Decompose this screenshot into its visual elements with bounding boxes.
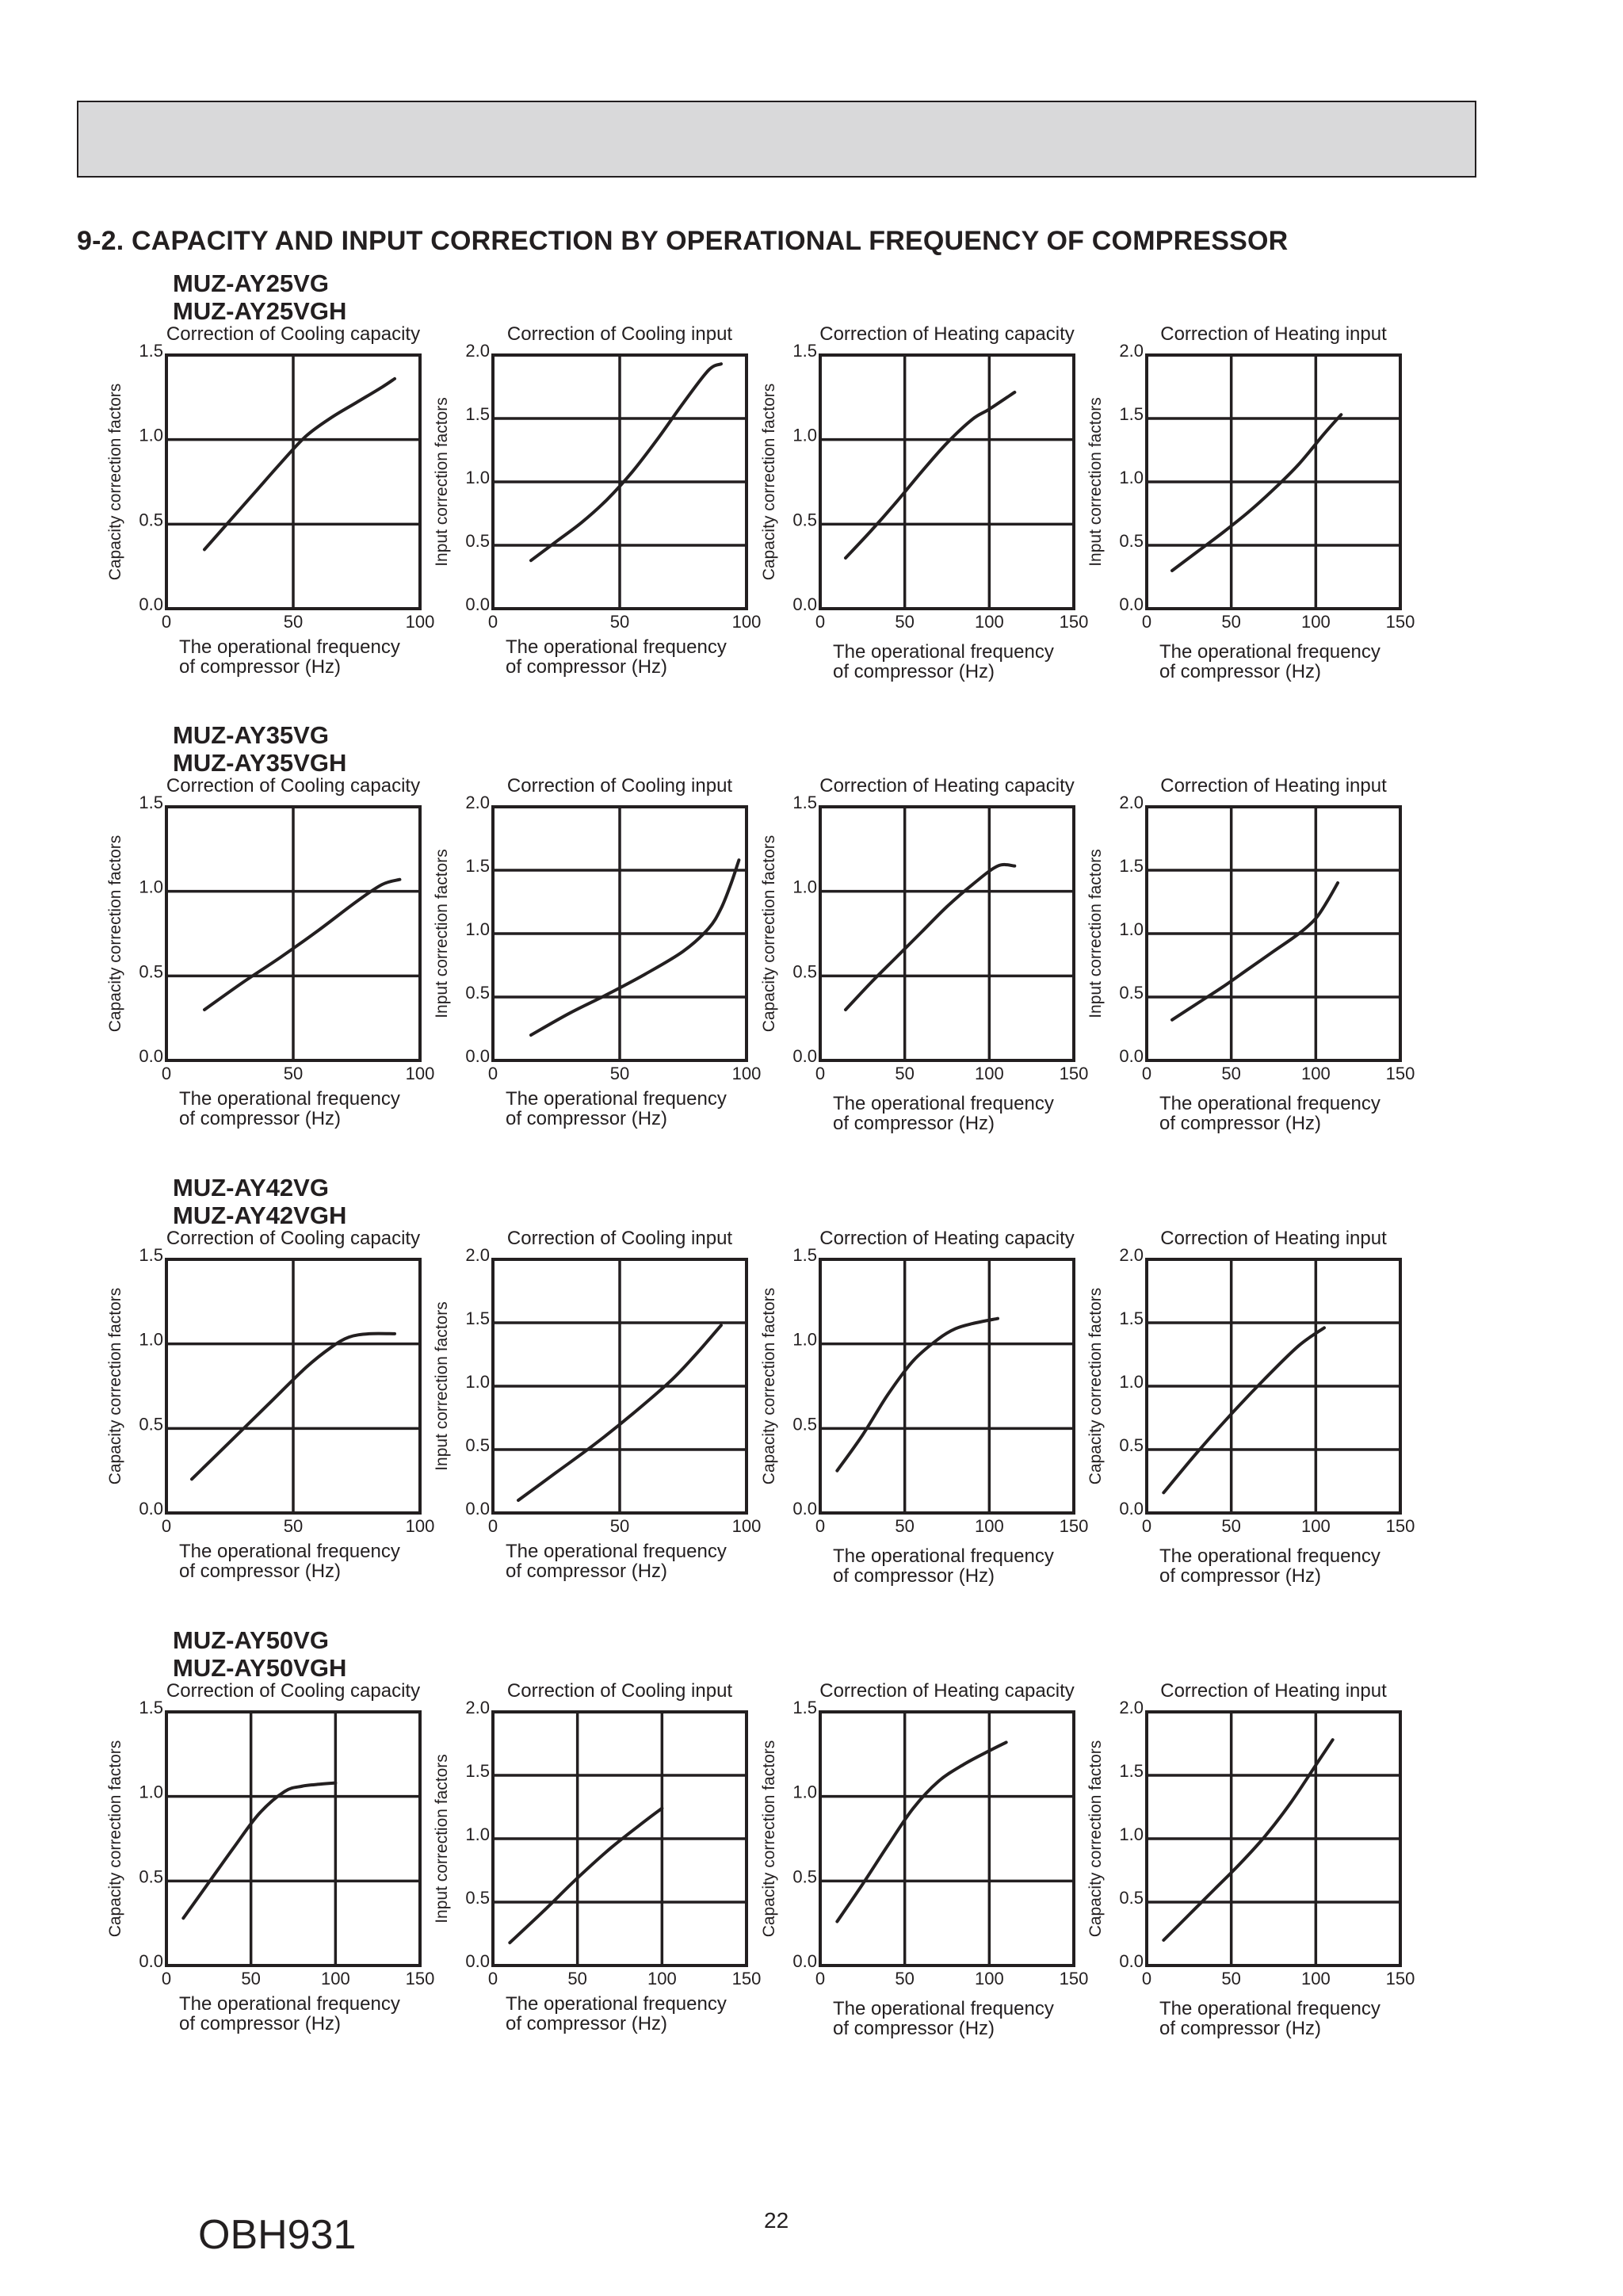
y-axis-label: Capacity correction factors	[760, 1287, 778, 1485]
x-tick-label: 0	[1141, 1516, 1152, 1536]
y-tick-label: 1.5	[1119, 1308, 1144, 1328]
chart-title: Correction of Cooling capacity	[166, 323, 421, 345]
y-tick-label: 0.0	[465, 1499, 490, 1519]
x-tick-label: 50	[895, 1516, 915, 1536]
chart-title: Correction of Heating capacity	[819, 1680, 1075, 1702]
correction-curve	[204, 880, 399, 1010]
y-tick-label: 2.0	[1119, 793, 1144, 812]
y-tick-label: 0.0	[1119, 1046, 1144, 1066]
model-name-line1: MUZ-AY35VG	[173, 721, 329, 749]
model-name-line2: MUZ-AY35VGH	[173, 749, 347, 777]
y-axis-label: Input correction factors	[1086, 849, 1105, 1018]
x-tick-label: 100	[974, 1516, 1004, 1536]
y-tick-label: 1.0	[1119, 1824, 1144, 1844]
header-band	[77, 101, 1476, 178]
x-tick-label: 0	[487, 1969, 498, 1988]
y-tick-label: 0.0	[792, 594, 817, 614]
y-tick-label: 0.0	[792, 1046, 817, 1066]
line-chart	[1083, 341, 1432, 664]
x-tick-label: 100	[1300, 1064, 1331, 1083]
y-tick-label: 0.0	[465, 1046, 490, 1066]
y-tick-label: 0.5	[139, 1414, 163, 1435]
line-chart	[103, 793, 452, 1116]
line-chart	[757, 793, 1106, 1116]
x-tick-label: 150	[405, 1969, 435, 1988]
x-axis-label: The operational frequency of compressor (Hz)	[1159, 1545, 1381, 1587]
y-tick-label: 1.5	[1119, 856, 1144, 876]
document-code: OBH931	[198, 2212, 357, 2258]
y-tick-label: 1.0	[465, 468, 490, 487]
correction-curve	[183, 1783, 335, 1919]
y-tick-label: 2.0	[465, 341, 490, 361]
x-tick-label: 100	[1300, 1516, 1331, 1536]
x-tick-label: 50	[1221, 612, 1241, 632]
y-tick-label: 0.0	[139, 594, 163, 614]
y-tick-label: 0.5	[465, 531, 490, 551]
x-axis-label: The operational frequency of compressor (Hz)	[1159, 1093, 1381, 1134]
model-name-line2: MUZ-AY42VGH	[173, 1201, 347, 1229]
y-tick-label: 1.5	[139, 793, 163, 812]
x-tick-label: 50	[283, 612, 304, 632]
x-tick-label: 0	[1141, 1969, 1152, 1988]
x-tick-label: 100	[320, 1969, 350, 1988]
x-tick-label: 100	[974, 1064, 1004, 1083]
y-axis-label: Input correction factors	[433, 1301, 451, 1471]
x-tick-label: 0	[161, 1064, 172, 1083]
correction-curve	[1163, 1328, 1324, 1492]
x-tick-label: 0	[161, 612, 172, 632]
y-tick-label: 0.5	[465, 983, 490, 1003]
page-number: 22	[764, 2208, 789, 2233]
y-tick-label: 0.5	[139, 510, 163, 530]
x-axis-label: The operational frequency of compressor (Hz)	[506, 1993, 727, 2034]
x-tick-label: 100	[405, 1516, 435, 1536]
correction-curve	[531, 364, 721, 560]
x-tick-label: 0	[161, 1516, 172, 1536]
correction-curve	[531, 860, 739, 1035]
y-tick-label: 1.0	[139, 877, 163, 897]
y-tick-label: 1.5	[792, 1245, 817, 1265]
y-tick-label: 1.5	[792, 793, 817, 812]
y-tick-label: 1.0	[465, 1824, 490, 1844]
y-tick-label: 1.5	[792, 341, 817, 361]
y-tick-label: 0.5	[139, 961, 163, 982]
x-axis-label: The operational frequency of compressor (Hz)	[833, 1093, 1054, 1134]
y-axis-label: Capacity correction factors	[1086, 1287, 1105, 1485]
y-tick-label: 0.5	[792, 510, 817, 530]
y-tick-label: 0.0	[1119, 1951, 1144, 1971]
y-tick-label: 1.5	[792, 1698, 817, 1717]
line-chart	[103, 1698, 452, 2021]
y-tick-label: 1.5	[465, 1761, 490, 1781]
y-tick-label: 0.0	[465, 1951, 490, 1971]
x-tick-label: 50	[283, 1516, 304, 1536]
chart-title: Correction of Cooling capacity	[166, 1680, 421, 1702]
y-axis-label: Input correction factors	[433, 849, 451, 1018]
chart-title: Correction of Heating input	[1160, 775, 1387, 797]
x-axis-label: The operational frequency of compressor (Hz)	[179, 1088, 400, 1129]
x-tick-label: 0	[815, 1969, 826, 1988]
model-name-line2: MUZ-AY50VGH	[173, 1654, 347, 1682]
plot-frame	[820, 1259, 1074, 1513]
y-tick-label: 0.0	[792, 1951, 817, 1971]
y-tick-label: 0.0	[139, 1499, 163, 1519]
x-axis-label: The operational frequency of compressor (Hz)	[1159, 641, 1381, 682]
y-tick-label: 1.5	[1119, 1761, 1144, 1781]
model-name-line1: MUZ-AY25VG	[173, 269, 329, 297]
x-tick-label: 150	[1059, 612, 1089, 632]
plot-frame	[820, 807, 1074, 1060]
x-tick-label: 150	[1059, 1969, 1089, 1988]
model-name	[173, 269, 346, 325]
x-tick-label: 50	[241, 1969, 261, 1988]
x-tick-label: 100	[647, 1969, 677, 1988]
y-tick-label: 0.5	[792, 961, 817, 982]
y-tick-label: 0.5	[792, 1414, 817, 1435]
x-tick-label: 50	[1221, 1516, 1241, 1536]
x-tick-label: 100	[731, 1064, 762, 1083]
y-axis-label: Capacity correction factors	[106, 835, 124, 1033]
line-chart	[103, 341, 452, 664]
y-axis-label: Input correction factors	[1086, 397, 1105, 567]
correction-curve	[837, 1319, 998, 1471]
x-tick-label: 50	[567, 1969, 587, 1988]
y-tick-label: 1.0	[792, 877, 817, 897]
x-axis-label: The operational frequency of compressor (Hz)	[833, 1545, 1054, 1587]
y-axis-label: Capacity correction factors	[106, 1740, 124, 1938]
y-tick-label: 2.0	[465, 1245, 490, 1265]
x-tick-label: 50	[895, 1064, 915, 1083]
y-axis-label: Capacity correction factors	[1086, 1740, 1105, 1938]
y-tick-label: 1.0	[1119, 1372, 1144, 1392]
correction-curve	[1172, 883, 1338, 1020]
x-axis-label: The operational frequency of compressor (Hz)	[833, 641, 1054, 682]
x-tick-label: 100	[731, 1516, 762, 1536]
y-tick-label: 0.0	[1119, 1499, 1144, 1519]
x-tick-label: 0	[815, 612, 826, 632]
x-tick-label: 50	[609, 1516, 630, 1536]
x-tick-label: 0	[487, 1064, 498, 1083]
line-chart	[757, 341, 1106, 664]
y-tick-label: 1.0	[465, 1372, 490, 1392]
y-tick-label: 1.0	[139, 1782, 163, 1802]
line-chart	[103, 1245, 452, 1568]
y-tick-label: 0.5	[1119, 531, 1144, 551]
x-tick-label: 150	[1385, 612, 1415, 632]
y-tick-label: 0.5	[1119, 983, 1144, 1003]
y-tick-label: 1.0	[792, 425, 817, 445]
y-tick-label: 1.0	[139, 1329, 163, 1350]
y-axis-label: Input correction factors	[433, 397, 451, 567]
y-tick-label: 0.0	[139, 1951, 163, 1971]
line-chart	[430, 341, 778, 664]
x-tick-label: 0	[815, 1064, 826, 1083]
x-tick-label: 150	[1059, 1516, 1089, 1536]
y-tick-label: 1.5	[465, 404, 490, 424]
y-tick-label: 1.0	[792, 1329, 817, 1350]
model-name-line1: MUZ-AY42VG	[173, 1174, 329, 1201]
y-axis-label: Capacity correction factors	[760, 1740, 778, 1938]
x-tick-label: 150	[1385, 1516, 1415, 1536]
x-axis-label: The operational frequency of compressor (Hz)	[179, 1541, 400, 1582]
x-axis-label: The operational frequency of compressor (Hz)	[506, 636, 727, 678]
line-chart	[430, 1698, 778, 2021]
y-tick-label: 1.5	[139, 1698, 163, 1717]
x-tick-label: 100	[405, 1064, 435, 1083]
x-tick-label: 100	[974, 1969, 1004, 1988]
model-name-line2: MUZ-AY25VGH	[173, 297, 347, 325]
x-tick-label: 150	[1059, 1064, 1089, 1083]
y-tick-label: 1.5	[139, 341, 163, 361]
plot-frame	[820, 355, 1074, 609]
y-axis-label: Capacity correction factors	[106, 383, 124, 581]
x-axis-label: The operational frequency of compressor (Hz)	[1159, 1998, 1381, 2039]
chart-title: Correction of Heating capacity	[819, 323, 1075, 345]
x-axis-label: The operational frequency of compressor (Hz)	[179, 636, 400, 678]
y-axis-label: Input correction factors	[433, 1754, 451, 1924]
y-tick-label: 1.5	[139, 1245, 163, 1265]
line-chart	[757, 1245, 1106, 1568]
y-tick-label: 1.5	[465, 1308, 490, 1328]
model-name	[173, 1174, 346, 1229]
line-chart	[430, 1245, 778, 1568]
y-axis-label: Capacity correction factors	[760, 835, 778, 1033]
y-axis-label: Capacity correction factors	[760, 383, 778, 581]
x-axis-label: The operational frequency of compressor (Hz)	[506, 1088, 727, 1129]
y-tick-label: 1.0	[139, 425, 163, 445]
y-tick-label: 1.0	[792, 1782, 817, 1802]
chart-title: Correction of Heating input	[1160, 323, 1387, 345]
y-axis-label: Capacity correction factors	[106, 1287, 124, 1485]
x-axis-label: The operational frequency of compressor (Hz)	[179, 1993, 400, 2034]
y-tick-label: 0.5	[1119, 1888, 1144, 1908]
x-tick-label: 0	[161, 1969, 172, 1988]
x-tick-label: 150	[1385, 1064, 1415, 1083]
chart-title: Correction of Cooling capacity	[166, 1228, 421, 1249]
line-chart	[430, 793, 778, 1116]
x-tick-label: 50	[283, 1064, 304, 1083]
chart-title: Correction of Heating capacity	[819, 1228, 1075, 1249]
x-tick-label: 100	[405, 612, 435, 632]
chart-title: Correction of Cooling input	[506, 775, 733, 797]
x-tick-label: 100	[974, 612, 1004, 632]
correction-curve	[837, 1742, 1006, 1921]
y-tick-label: 0.5	[1119, 1435, 1144, 1455]
x-tick-label: 0	[1141, 1064, 1152, 1083]
y-tick-label: 1.0	[465, 919, 490, 939]
y-tick-label: 0.5	[139, 1866, 163, 1887]
chart-title: Correction of Cooling capacity	[166, 775, 421, 797]
y-tick-label: 0.0	[792, 1499, 817, 1519]
chart-title: Correction of Heating capacity	[819, 775, 1075, 797]
x-tick-label: 0	[487, 1516, 498, 1536]
x-tick-label: 100	[1300, 612, 1331, 632]
chart-title: Correction of Cooling input	[506, 1680, 733, 1702]
y-tick-label: 0.5	[465, 1888, 490, 1908]
x-tick-label: 100	[1300, 1969, 1331, 1988]
x-tick-label: 0	[1141, 612, 1152, 632]
x-axis-label: The operational frequency of compressor (Hz)	[833, 1998, 1054, 2039]
x-tick-label: 0	[487, 612, 498, 632]
x-tick-label: 0	[815, 1516, 826, 1536]
y-tick-label: 0.0	[1119, 594, 1144, 614]
chart-title: Correction of Heating input	[1160, 1680, 1387, 1702]
x-tick-label: 50	[1221, 1969, 1241, 1988]
y-tick-label: 2.0	[1119, 1245, 1144, 1265]
chart-title: Correction of Heating input	[1160, 1228, 1387, 1249]
y-tick-label: 0.0	[465, 594, 490, 614]
line-chart	[1083, 1245, 1432, 1568]
y-tick-label: 0.5	[792, 1866, 817, 1887]
y-tick-label: 1.0	[1119, 919, 1144, 939]
chart-title: Correction of Cooling input	[506, 323, 733, 345]
correction-curve	[510, 1809, 662, 1943]
x-tick-label: 50	[609, 1064, 630, 1083]
y-tick-label: 1.5	[465, 856, 490, 876]
line-chart	[1083, 793, 1432, 1116]
x-tick-label: 100	[731, 612, 762, 632]
x-tick-label: 150	[731, 1969, 762, 1988]
y-tick-label: 2.0	[1119, 1698, 1144, 1717]
model-name	[173, 721, 346, 777]
y-tick-label: 1.5	[1119, 404, 1144, 424]
x-tick-label: 150	[1385, 1969, 1415, 1988]
model-name	[173, 1626, 346, 1682]
x-tick-label: 50	[609, 612, 630, 632]
line-chart	[757, 1698, 1106, 2021]
section-title: 9-2. CAPACITY AND INPUT CORRECTION BY OPERATIONAL FREQUENCY OF COMPRESSOR	[77, 226, 1289, 256]
y-tick-label: 0.0	[139, 1046, 163, 1066]
plot-frame	[166, 1712, 420, 1966]
x-tick-label: 50	[1221, 1064, 1241, 1083]
y-tick-label: 2.0	[465, 1698, 490, 1717]
y-tick-label: 1.0	[1119, 468, 1144, 487]
y-tick-label: 2.0	[1119, 341, 1144, 361]
model-name-line1: MUZ-AY50VG	[173, 1626, 329, 1654]
y-tick-label: 0.5	[465, 1435, 490, 1455]
x-tick-label: 50	[895, 1969, 915, 1988]
line-chart	[1083, 1698, 1432, 2021]
y-tick-label: 2.0	[465, 793, 490, 812]
chart-title: Correction of Cooling input	[506, 1228, 733, 1249]
x-axis-label: The operational frequency of compressor (Hz)	[506, 1541, 727, 1582]
plot-frame	[820, 1712, 1074, 1966]
x-tick-label: 50	[895, 612, 915, 632]
